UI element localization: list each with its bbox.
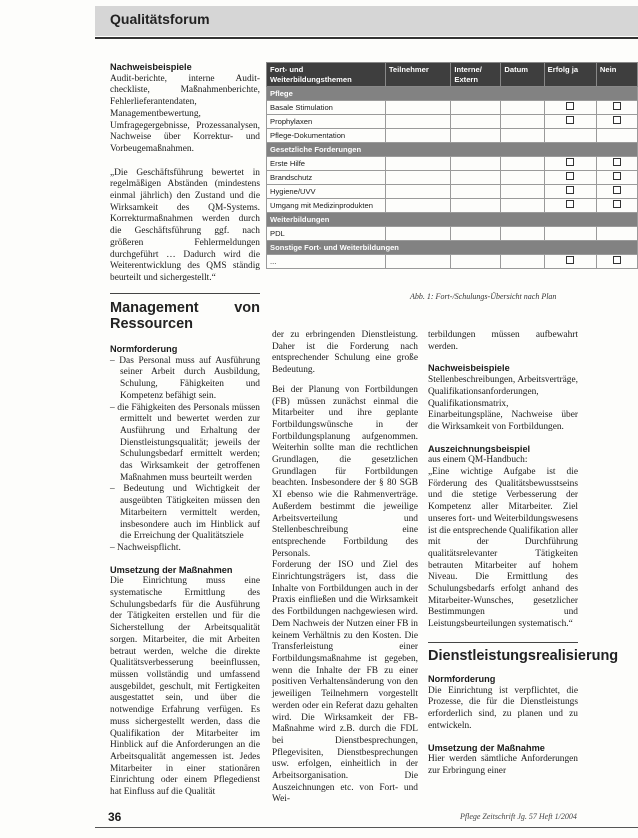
checkbox-ja[interactable] [566, 186, 574, 194]
table-section-row [267, 241, 638, 255]
table-cell: Hygiene/UVV [267, 185, 386, 199]
table-cell: Umgang mit Medizinprodukten [267, 199, 386, 213]
col1-nachweis-text: Audit-berichte, interne Audit-checkliste, Maßnahmenberichte, Fehlerlieferantendaten, Managementbewertung, Umfragegergebnisse, Prozessanalysen, Nachweise über Korrektur- und Vorbeugemaßnahmen. [110, 73, 260, 154]
checkbox-nein[interactable] [613, 256, 621, 264]
col3-para: terbildungen müssen aufbewahrt werden. [428, 330, 578, 352]
checkbox-ja[interactable] [566, 256, 574, 264]
col1-quote: „Die Geschäftsführung bewertet in regelmäßigen Abständen (mindestens einmal jährlich) den Zustand und die Wirksamkeit des QM-Systems. Korrekturmaßnahmen werden durch die Geschäftsführung ggf. nach größeren Fehlermeldungen durchgeführt … Dadurch wird die Weiterentwicklung des QMS ständig beurteilt und sichergestellt.“ [110, 167, 260, 283]
col3-ausz-text: „Eine wichtige Aufgabe ist die Förderung des Qualitätsbewusstseins und die stetige Verbesserung der Kompetenz aller Mitarbeiter. Ziel unseres fort- und Weiterbildungswesens ist die entsprechende Qualifikation aller mit der Durchführung qualitätsrelevanter Tätigkeiten betrauten Mitarbeiter auf hohem Niveau. Die Ermittlung des Schulungsbedarfs erfolgt anhand des Mitarbeiter-Wunsches, gesetzlicher Bestimmungen und Leistungsbeurteilungen systematisch.“ [428, 467, 578, 630]
checkbox-ja[interactable] [566, 158, 574, 166]
table-row [267, 115, 638, 129]
section-rule-1 [110, 293, 260, 294]
table-cell: ... [267, 255, 386, 269]
col3 [428, 330, 578, 631]
table-section-title: Weiterbildungen [267, 213, 638, 227]
checkbox-nein[interactable] [613, 116, 621, 124]
checkbox-ja[interactable] [566, 116, 574, 124]
header-rule [95, 37, 638, 39]
dienstleistung-norm-text: Die Einrichtung ist verpflichtet, die Prozesse, die für die Dienstleistungs erforderlich sind, zu planen und zu entwickeln. [428, 685, 578, 731]
table-header-cell: Erfolg ja [544, 63, 596, 87]
col3-ausz-sub: aus einem QM-Handbuch: [428, 455, 528, 466]
dienstleistung-umsetzung-label: Umsetzung der Maßnahme [428, 742, 545, 753]
header-title: Qualitätsforum [110, 11, 210, 27]
table-row [267, 227, 638, 241]
table-row [267, 129, 638, 143]
col3-ausz-label: Auszeichnungsbeispiel [428, 443, 531, 454]
table-row [267, 199, 638, 213]
checkbox-nein[interactable] [613, 102, 621, 110]
page-number: 36 [108, 810, 122, 824]
checkbox-nein[interactable] [613, 158, 621, 166]
table-section-title: Pflege [267, 87, 638, 101]
footer-rule [95, 827, 638, 828]
col1-management [110, 300, 260, 799]
table-caption: Abb. 1: Fort-/Schulungs-Übersicht nach Plan [410, 292, 557, 301]
col2-para: Forderung der ISO und Ziel des Einrichtungsträgers ist, dass die Inhalte von Fortbildungen auch in der Praxis einfließen und die Wirksamkeit des Fortbildungen nachgewiesen wird. Dem Nachweis der Nutzen einer FB in keinem Verhältnis zu den Kosten. Die Transferleistung einer Fortbildungsmaßnahme ist gegeben, wenn die Inhalte der FB zu einer positiven Verhaltensänderung von den jeweiligen Teilnehmern vorgestellt werden oder ein Referat dazu gehalten wird. Die Wirksamkeit der FB-Maßnahme wird z.B. durch die FDL bei Dienstbesprechungen, Pflegevisiten, Dienstbesprechungen usw. erfolgen, einheitlich in der Arbeitsorganisation. Die Auszeichnungen etc. von Fort- und Wei- [272, 560, 418, 805]
management-bullets [110, 356, 260, 555]
col2 [272, 330, 418, 806]
dienstleistung-norm-label: Normforderung [428, 674, 496, 684]
table-section-title: Gesetzliche Forderungen [267, 143, 638, 157]
checkbox-nein[interactable] [613, 172, 621, 180]
checkbox-ja[interactable] [566, 102, 574, 110]
section-rule-2 [428, 642, 578, 643]
table-section-row [267, 87, 638, 101]
table-cell: Prophylaxen [267, 115, 386, 129]
table-cell: Erste Hilfe [267, 157, 386, 171]
table-header-cell: Interne/ Extern [451, 63, 501, 87]
dienstleistung-heading: Dienstleistungsrealisierung [428, 648, 619, 664]
table-row [267, 157, 638, 171]
col1-nachweis-label: Nachweisbeispiele [110, 62, 192, 72]
table-section-row [267, 143, 638, 157]
checkbox-ja[interactable] [566, 172, 574, 180]
col2-para: der zu erbringenden Dienstleistung. Daher ist die Forderung nach entsprechender Schulung eine große Bedeutung. [272, 330, 418, 376]
management-heading: Management von Ressourcen [110, 300, 260, 332]
table-cell: Pflege-Dokumentation [267, 129, 386, 143]
col3-nachweis-label: Nachweisbeispiele [428, 363, 510, 374]
journal-reference: Pflege Zeitschrift Jg. 57 Heft 1/2004 [460, 812, 577, 821]
dienstleistung-umsetzung-text: Hier werden sämtliche Anforderungen zur Erbringung einer [428, 754, 578, 776]
table-header-cell: Fort- und Weiterbildungsthemen [267, 63, 386, 87]
management-umsetzung-label: Umsetzung der Maßnahmen [110, 564, 233, 575]
management-bullet: – Nachweispflicht. [110, 543, 260, 555]
table-row [267, 255, 638, 269]
col3-nachweis-text: Stellenbeschreibungen, Arbeitsverträge, Qualifikationsanforderungen, Qualifikationsmatrix, Einarbeitungspläne, Nachweise über die Wirksamkeit von Fortbildungen. [428, 375, 578, 432]
table-header-cell: Nein [596, 63, 637, 87]
col1-top [110, 62, 260, 285]
table-header-cell: Teilnehmer [385, 63, 451, 87]
training-table [266, 62, 638, 269]
management-bullet: – die Fähigkeiten des Personals müssen ermittelt und bewertet werden zur Ausführung und Erhaltung der Dienstleistungsqualität; jeweils der Schulungsbedarf ermittelt werden; das Wirksamkeit der getroffenen Maßnahmen muss beurteilt werden [110, 403, 260, 485]
management-bullet: – Bedeutung und Wichtigkeit der ausgeübten Tätigkeiten müssen den Mitarbeitern vermittelt werden, insbesondere auch im Hinblick auf die Erreichung der Qualitätsziele [110, 484, 260, 543]
table-cell: Basale Stimulation [267, 101, 386, 115]
checkbox-nein[interactable] [613, 200, 621, 208]
table-section-row [267, 213, 638, 227]
table-section-title: Sonstige Fort- und Weiterbildungen [267, 241, 638, 255]
checkbox-ja[interactable] [566, 200, 574, 208]
management-bullet: – Das Personal muss auf Ausführung seiner Arbeit durch Ausbildung, Schulung, Fähigkeiten und Kompetenz befähigt sein. [110, 356, 260, 403]
table-cell: Brandschutz [267, 171, 386, 185]
table-row [267, 171, 638, 185]
management-norm-label: Normforderung [110, 344, 178, 354]
col3-dienstleistung [428, 648, 619, 778]
table-row [267, 185, 638, 199]
table-row [267, 101, 638, 115]
table-header-row [267, 63, 638, 87]
col2-para: Bei der Planung von Fortbildungen (FB) müssen zunächst einmal die Mitarbeiter und ihre geplante Fortbildungswünsche in der Fortbildungsplanung aufgenommen. Weiterhin sollte man die rechtlichen Grundlagen, die gesetzlichen Grundlagen für Fortbildungen beachten. Insbesondere der § 80 SGB XI ebenso wie die Rahmenverträge. Außerdem bestimmt die jeweilige Arbeitsverteilung und Stellenbeschreibung eine entsprechende Fortbildung des Personals. [272, 384, 418, 559]
table-cell: PDL [267, 227, 386, 241]
table-header-cell: Datum [501, 63, 544, 87]
checkbox-nein[interactable] [613, 186, 621, 194]
management-umsetzung-text: Die Einrichtung muss eine systematische Ermittlung des Schulungsbedarfs für die Ausführung der Tätigkeiten erstellen und für die Sicherstellung der Arbeitsqualität sorgen. Mitarbeiter, die mit Arbeiten betraut werden, welche die direkte Qualitätsverbesserung beeinflussen, müssen vollständig und umfassend ausgebildet, geschult, mit Fertigkeiten ausgestattet sein, und über die notwendige Erfahrung verfügen. Es muss sichergestellt werden, dass die Qualifikation der Mitarbeiter im Hinblick auf die Anforderungen an die Arbeitsqualität angemessen ist. Jedes Mitarbeiter in einer stationären Einrichtung oder einem Pflegedienst hat Einfluss auf die Qualität [110, 576, 260, 798]
